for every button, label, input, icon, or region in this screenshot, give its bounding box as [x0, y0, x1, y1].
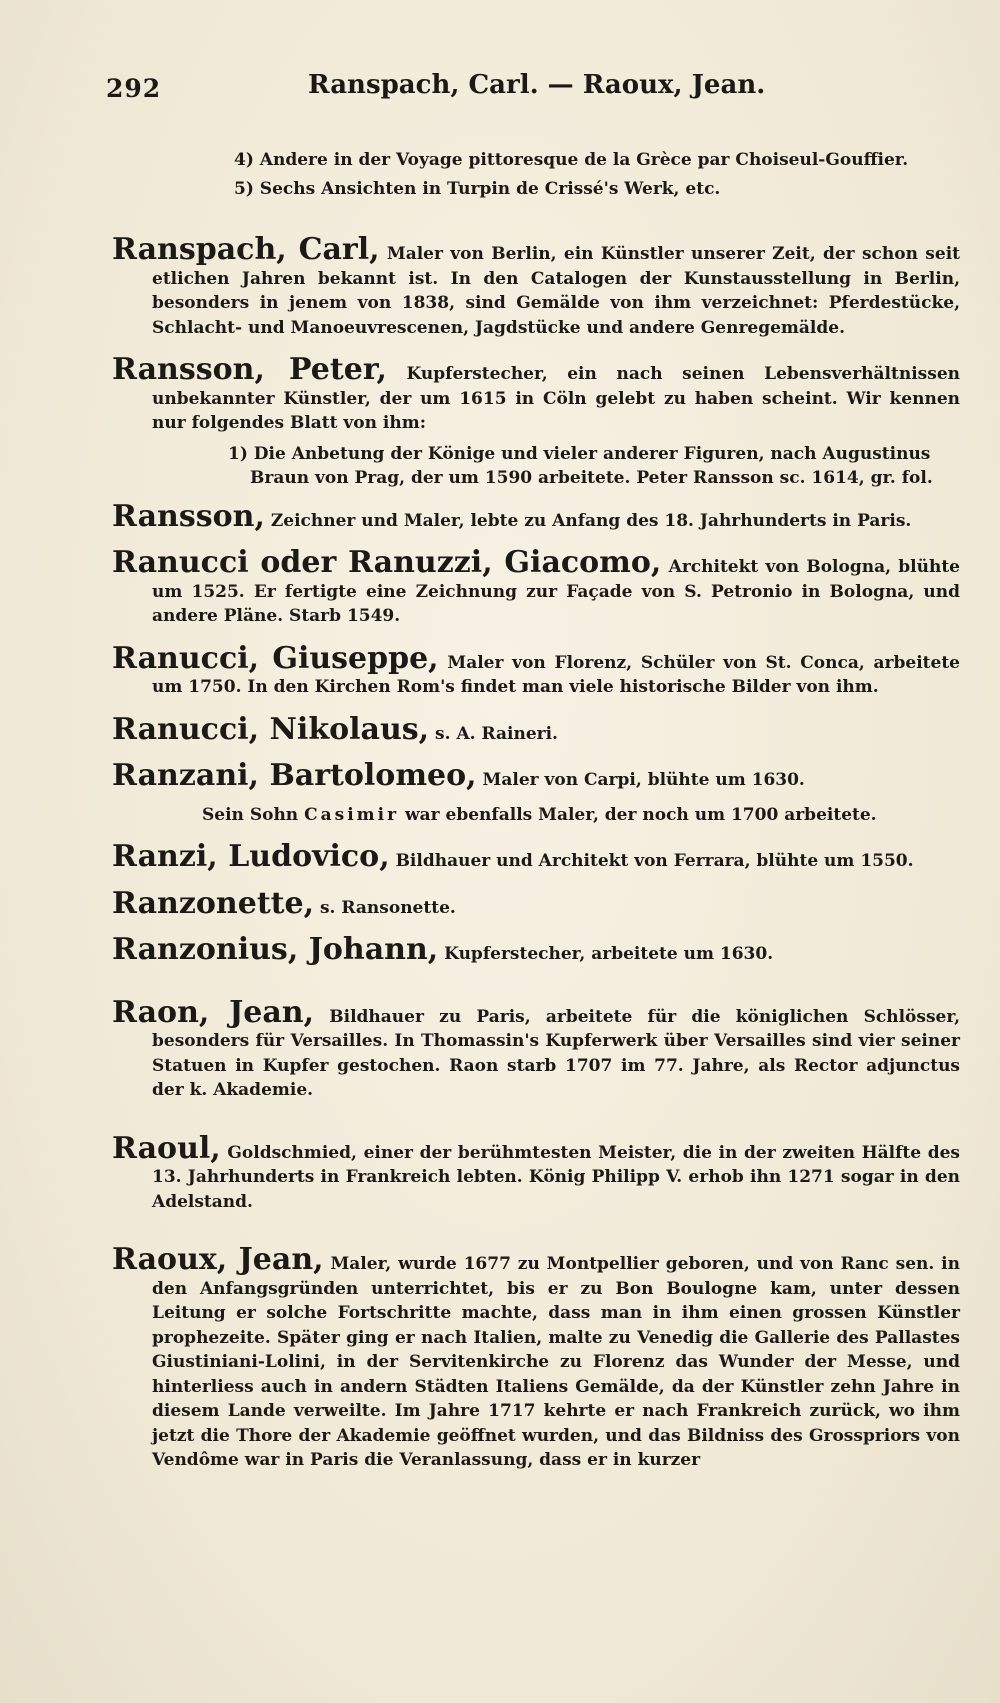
entry-ranucci-giacomo	[112, 545, 960, 629]
running-head	[106, 66, 960, 110]
entry-ranucci-nikolaus	[112, 711, 960, 747]
entry-name: Ransson,	[112, 498, 265, 534]
entry-text: Kupferstecher, ein nach seinen Lebensverhältnissen unbekannter Künstler, der um 1615 in Cöln gelebt zu haben scheint. Wir kennen nur folgendes Blatt von ihm:	[152, 364, 960, 433]
entry-name: Ranucci, Giuseppe,	[112, 640, 439, 676]
entry-text: s. A. Raineri.	[435, 723, 558, 744]
page-number: 292	[106, 74, 162, 103]
entry-name: Raoux, Jean,	[112, 1242, 324, 1277]
note-text: war ebenfalls Maler, der noch um 1700 arbeitete.	[405, 804, 877, 825]
entry-text: Maler, wurde 1677 zu Montpellier geboren, und von Ranc sen. in den Anfangsgründen unterrichtet, bis er zu Bon Boulogne kam, unter dessen Leitung er solche Fortschritte machte, dass man in ihm einen grossen Künstler prophezeite. Später ging er nach Italien, malte zu Venedig die Gallerie des Pallastes Giustiniani-Lolini, in der Servitenkirche zu Florenz das Wunder der Messe, und hinterliess auch in andern Städten Italiens Gemälde, da der Künstler zehn Jahre in diesem Lande verweilte. Im Jahre 1717 kehrte er nach Frankreich zurück, wo ihm jetzt die Thore der Akademie geöffnet wurden, und das Bildniss des Grosspriors von Vendôme war in Paris die Veranlassung, dass er in kurzer	[152, 1254, 960, 1470]
entry-name: Raon, Jean,	[112, 994, 315, 1030]
entry-raoux	[112, 1242, 960, 1473]
entry-text: s. Ransonette.	[319, 897, 456, 918]
entry-text: Kupferstecher, arbeitete um 1630.	[444, 944, 774, 964]
entry-name: Ranucci, Nikolaus,	[112, 711, 430, 747]
note-name: Casimir	[304, 804, 400, 825]
entry-raon	[112, 994, 960, 1103]
entry-text: Zeichner und Maler, lebte zu Anfang des 18. Jahrhunderts in Paris.	[270, 510, 912, 531]
entry-ranzonette	[112, 885, 960, 921]
entry-text: Maler von Carpi, blühte um 1630.	[482, 770, 805, 790]
header-title: Ranspach, Carl. — Raoux, Jean.	[308, 70, 766, 100]
entry-ranspach	[112, 232, 961, 340]
note-text: Sein Sohn	[202, 804, 299, 825]
entry-ranucci-giuseppe	[112, 640, 960, 700]
entry-name: Ranzani, Bartolomeo,	[112, 758, 477, 793]
continuation-item: 4) Andere in der Voyage pittoresque de la Grèce par Choiseul-Gouffier.	[234, 150, 909, 170]
continuation-item: 5) Sechs Ansichten in Turpin de Crissé's Werk, etc.	[234, 179, 721, 199]
entry-text: Architekt von Bologna, blühte um 1525. Er fertigte eine Zeichnung zur Façade von S. Petronio in Bologna, und andere Pläne. Starb 1549.	[152, 557, 960, 626]
entry-name: Ranzonius, Johann,	[112, 932, 439, 967]
entry-name: Ranzi, Ludovico,	[112, 839, 390, 874]
entry-text: Bildhauer und Architekt von Ferrara, blühte um 1550.	[395, 851, 914, 871]
entry-name: Ranucci oder Ranuzzi, Giacomo,	[112, 545, 662, 580]
continuation-list	[112, 148, 960, 202]
entry-item: 1) Die Anbetung der Könige und vieler anderer Figuren, nach Augustinus Braun von Prag, der um 1590 arbeitete. Peter Ransson sc. 1614, gr. fol.	[228, 443, 933, 488]
entry-ranzi	[112, 839, 960, 874]
entry-text: Maler von Florenz, Schüler von St. Conca, arbeitete um 1750. In den Kirchen Rom's findet man viele historische Bilder von ihm.	[152, 652, 960, 697]
entry-name: Ranspach, Carl,	[112, 232, 380, 267]
entry-text: Goldschmied, einer der berühmtesten Meister, die in der zweiten Hälfte des 13. Jahrhunderts in Frankreich lebten. König Philipp V. erhob ihn 1271 sogar in den Adelstand.	[152, 1142, 960, 1212]
entry-ranzani	[112, 758, 960, 793]
entry-ranzonius	[112, 932, 960, 967]
entry-text: Bildhauer zu Paris, arbeitete für die königlichen Schlösser, besonders für Versailles. In Thomassin's Kupferwerk über Versailles sind vier seiner Statuen in Kupfer gestochen. Raon starb 1707 im 77. Jahre, als Rector adjunctus der k. Akademie.	[152, 1006, 960, 1100]
entry-raoul	[112, 1130, 960, 1215]
entry-name: Raoul,	[112, 1130, 221, 1166]
entry-note	[112, 803, 960, 828]
entry-ransson-peter	[112, 352, 960, 436]
entry-name: Ranzonette,	[112, 885, 315, 921]
entry-text: Maler von Berlin, ein Künstler unserer Zeit, der schon seit etlichen Jahren bekannt ist. In den Catalogen der Kunstausstellung in Berlin, besonders in jenem von 1838, sind Gemälde von ihm verzeichnet: Pferdestücke, Schlacht- und Manoeuvrescenen, Jagdstücke und andere Genregemälde.	[152, 244, 961, 338]
entry-ransson	[112, 498, 960, 534]
entry-name: Ransson, Peter,	[112, 352, 387, 387]
